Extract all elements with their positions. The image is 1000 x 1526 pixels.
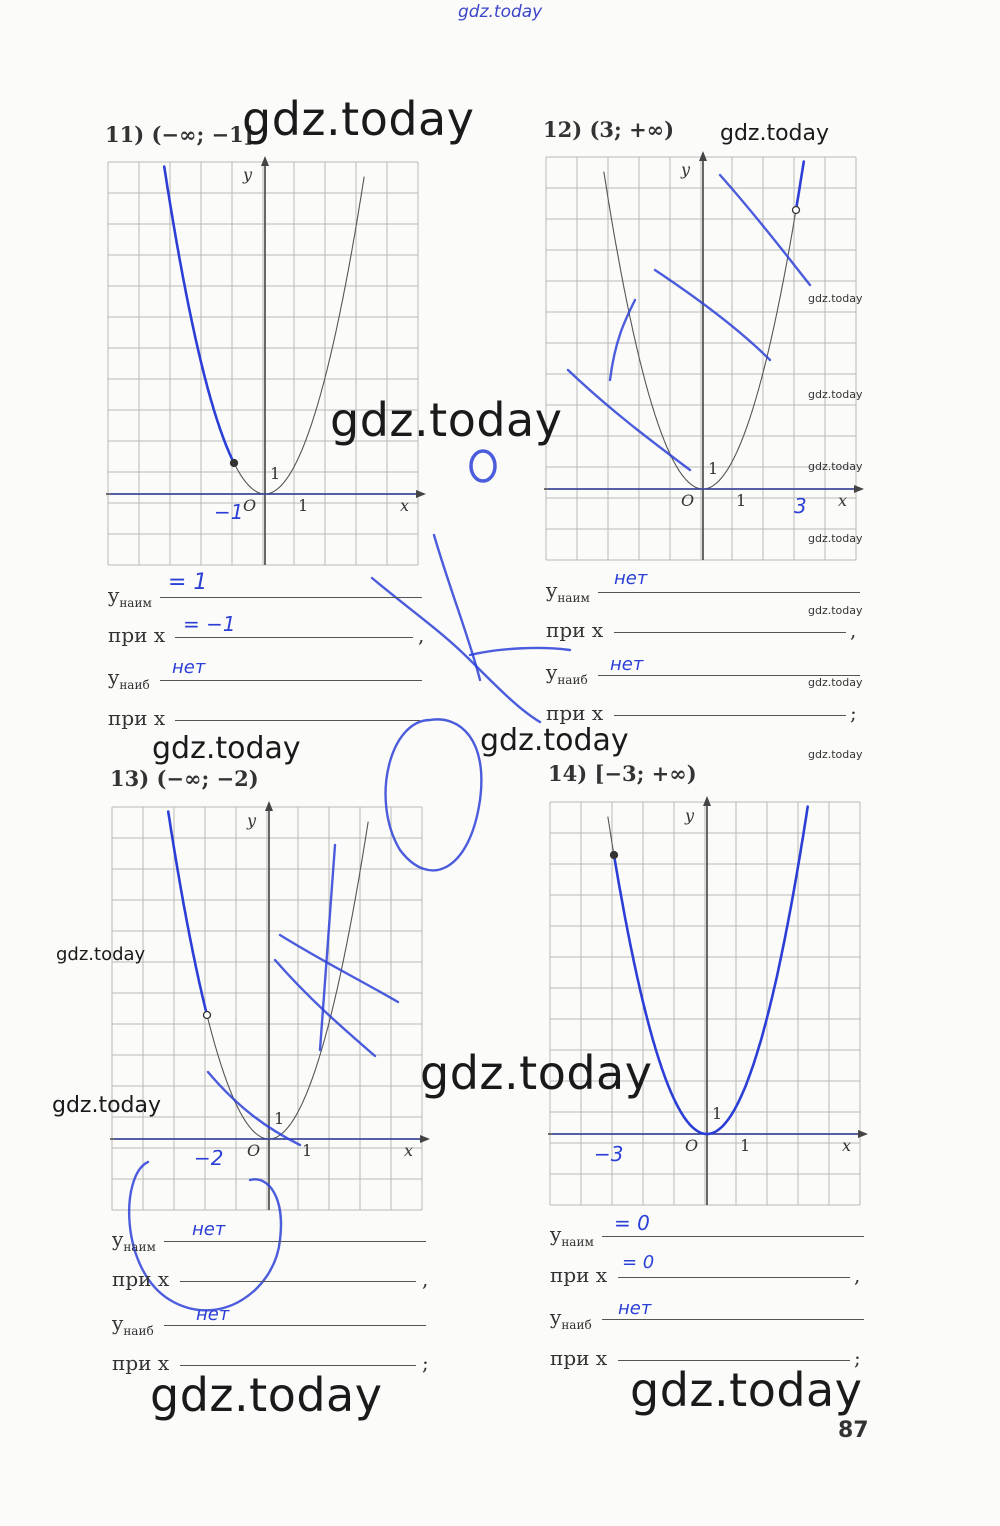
ex14-ymax-label: $y_{наиб}$	[550, 1305, 592, 1332]
ex11-ymax-line	[160, 680, 422, 681]
ex13-ymax-line	[164, 1325, 426, 1326]
g11-one-y: 1	[270, 464, 281, 483]
watermark: gdz.today	[152, 731, 301, 766]
g13-one-y: 1	[274, 1109, 285, 1128]
ex14-xmax-label: при x	[550, 1346, 608, 1370]
g12-x-mark: 3	[794, 494, 807, 518]
g13-x-label: x	[404, 1141, 414, 1160]
endpoint-dot	[611, 852, 618, 859]
g12-one-y: 1	[708, 459, 719, 478]
g12-y-label: y	[681, 160, 691, 179]
ex11-ymin-answer[interactable]: = 1	[168, 570, 208, 595]
exercise-12-title: 12) (3; +∞)	[543, 117, 675, 142]
watermark: gdz.today	[808, 676, 863, 689]
ex11-ymax-answer[interactable]: нет	[172, 657, 206, 678]
g12-one-x: 1	[736, 491, 747, 510]
g11-origin: O	[243, 496, 257, 515]
y-arrow-icon	[261, 156, 269, 166]
ex13-comma: ,	[422, 1267, 429, 1291]
ex12-xmin-label: при x	[546, 618, 604, 642]
g13-origin: O	[247, 1141, 261, 1160]
ex11-xmin-line	[175, 637, 413, 638]
ex12-comma: ,	[850, 618, 857, 642]
ex12-xmax-label: при x	[546, 701, 604, 725]
ex12-ymin-answer[interactable]: нет	[614, 568, 648, 589]
ex14-xmin-label: при x	[550, 1263, 608, 1287]
watermark: gdz.today	[808, 604, 863, 617]
scribble-circle	[471, 451, 495, 481]
scribble-stroke	[655, 270, 770, 360]
y-arrow-icon	[699, 151, 707, 161]
g11-x-label: x	[400, 496, 410, 515]
g14-x-label: x	[842, 1136, 852, 1155]
endpoint-dot	[204, 1012, 211, 1019]
ex11-xmin-label: при x	[108, 623, 166, 647]
ex13-xmin-line	[180, 1281, 416, 1282]
g14-one-y: 1	[712, 1104, 723, 1123]
g13-y-label: y	[247, 811, 257, 830]
g14-x-mark: −3	[594, 1142, 624, 1166]
ex13-xmax-line	[180, 1365, 416, 1366]
watermark: gdz.today	[808, 460, 863, 473]
ex13-ymax-answer[interactable]: нет	[196, 1304, 230, 1325]
scribble-stroke	[470, 648, 570, 655]
ex13-ymin-label: $y_{наим}$	[112, 1227, 156, 1254]
ex14-ymin-answer[interactable]: = 0	[614, 1211, 650, 1235]
x-arrow-icon	[858, 1130, 868, 1138]
watermark: gdz.today	[808, 388, 863, 401]
g11-y-label: y	[243, 165, 253, 184]
scribble-stroke	[372, 578, 540, 722]
g14-one-x: 1	[740, 1136, 751, 1155]
ex14-xmax-line	[618, 1360, 850, 1361]
ex14-ymin-label: $y_{наим}$	[550, 1222, 594, 1249]
scribble-circle	[386, 719, 482, 870]
y-arrow-icon	[703, 796, 711, 806]
graph-13	[110, 801, 430, 1210]
scribble-stroke	[720, 175, 810, 285]
watermark: gdz.today	[242, 92, 475, 146]
exercise-14-title: 14) [−3; +∞)	[548, 761, 697, 786]
y-arrow-icon	[265, 801, 273, 811]
g12-x-label: x	[838, 491, 848, 510]
watermark: gdz.today	[480, 723, 629, 758]
x-arrow-icon	[854, 485, 864, 493]
ex14-semicolon: ;	[854, 1346, 861, 1370]
watermark: gdz.today	[808, 748, 863, 761]
ex14-ymin-line	[602, 1236, 864, 1237]
header-watermark: gdz.today	[458, 2, 543, 22]
ex11-comma: ,	[418, 623, 425, 647]
watermark: gdz.today	[808, 532, 863, 545]
x-arrow-icon	[420, 1135, 430, 1143]
ex14-xmin-answer[interactable]: = 0	[622, 1252, 655, 1273]
parabola-ink	[796, 162, 804, 210]
ex14-xmin-line	[618, 1277, 850, 1278]
watermark: gdz.today	[56, 944, 146, 965]
ex14-comma: ,	[854, 1263, 861, 1287]
ex13-semicolon: ;	[422, 1351, 429, 1375]
x-arrow-icon	[416, 490, 426, 498]
ex12-ymax-label: $y_{наиб}$	[546, 660, 588, 687]
watermark: gdz.today	[52, 1093, 162, 1118]
endpoint-dot	[793, 207, 800, 214]
g11-x-mark: −1	[214, 500, 244, 524]
watermark: gdz.today	[630, 1363, 863, 1417]
g11-one-x: 1	[298, 496, 309, 515]
ex12-ymin-label: $y_{наим}$	[546, 578, 590, 605]
ex13-ymin-answer[interactable]: нет	[192, 1219, 226, 1240]
g14-origin: O	[685, 1136, 699, 1155]
scribble-stroke	[208, 1072, 300, 1145]
ex14-ymax-answer[interactable]: нет	[618, 1298, 652, 1319]
ex13-ymax-label: $y_{наиб}$	[112, 1311, 154, 1338]
scribble-stroke	[568, 370, 690, 470]
ex14-ymax-line	[602, 1319, 864, 1320]
ex12-semicolon: ;	[850, 701, 857, 725]
parabola-ink	[164, 167, 234, 463]
graph-11	[106, 156, 426, 565]
g12-origin: O	[681, 491, 695, 510]
ex11-xmax-line	[175, 720, 420, 721]
ex11-ymin-line	[160, 597, 422, 598]
endpoint-dot	[231, 460, 238, 467]
watermark: gdz.today	[150, 1368, 383, 1422]
g13-one-x: 1	[302, 1141, 313, 1160]
exercise-11-title: 11) (−∞; −1]	[105, 122, 254, 147]
ex13-xmin-label: при x	[112, 1267, 170, 1291]
ex12-ymin-line	[598, 592, 860, 593]
ex13-ymin-line	[164, 1241, 426, 1242]
ex11-xmax-label: при x	[108, 706, 166, 730]
ex12-ymax-answer[interactable]: нет	[610, 654, 644, 675]
ex11-ymin-label: $y_{наим}$	[108, 583, 152, 610]
watermark: gdz.today	[720, 121, 830, 146]
exercise-13-title: 13) (−∞; −2)	[110, 766, 259, 791]
g14-y-label: y	[685, 806, 695, 825]
graph-12	[544, 151, 864, 560]
g13-x-mark: −2	[194, 1146, 224, 1170]
watermark: gdz.today	[808, 292, 863, 305]
ex12-xmin-line	[614, 632, 846, 633]
page-number: 87	[838, 1418, 869, 1443]
ex12-xmax-line	[614, 715, 846, 716]
ex11-xmin-answer[interactable]: = −1	[183, 612, 236, 636]
ex11-ymax-label: $y_{наиб}$	[108, 665, 150, 692]
ex13-xmax-label: при x	[112, 1351, 170, 1375]
watermark: gdz.today	[420, 1046, 653, 1100]
scribble-stroke	[434, 535, 480, 680]
watermark: gdz.today	[330, 393, 563, 447]
